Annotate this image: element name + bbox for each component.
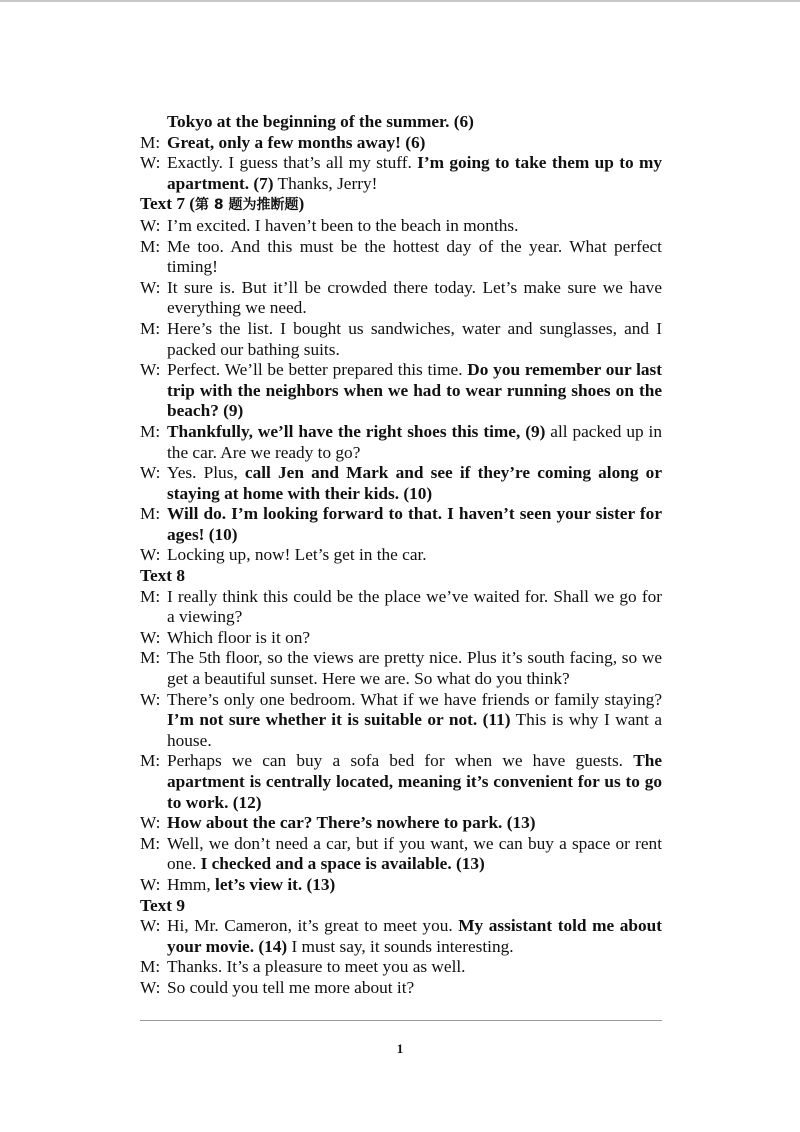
plain-text: Hi, Mr. Cameron, it’s great to meet you. xyxy=(167,916,459,936)
section-title xyxy=(140,194,662,216)
line-text xyxy=(167,112,662,133)
plain-text: This is why I want a house. xyxy=(167,710,662,750)
dialogue-line xyxy=(140,422,662,463)
speaker-label: M: xyxy=(140,421,161,441)
line-text xyxy=(167,278,662,319)
dialogue-line xyxy=(140,587,662,628)
plain-text: Here’s the list. I bought us sandwiches, water and sunglasses, and I packed our bathing suits. xyxy=(167,318,662,359)
plain-text: There’s only one bedroom. What if we have friends or family staying? xyxy=(167,689,662,709)
speaker-label: M: xyxy=(140,751,161,771)
dialogue-line xyxy=(140,875,662,896)
line-text xyxy=(167,504,662,545)
line-text xyxy=(167,690,662,752)
dialogue-line xyxy=(140,153,662,194)
dialogue-line xyxy=(140,813,662,834)
speaker-label: W: xyxy=(140,215,161,235)
bold-text: Thankfully, we’ll have the right shoes this time, (9) xyxy=(167,421,546,441)
speaker-label: W: xyxy=(140,627,161,647)
speaker-label: W: xyxy=(140,153,161,173)
speaker-label: W: xyxy=(140,463,161,483)
line-text xyxy=(167,319,662,360)
plain-text: So could you tell me more about it? xyxy=(167,977,415,997)
line-text xyxy=(167,237,662,278)
speaker-label: W: xyxy=(140,545,161,565)
plain-text: Well, we don’t need a car, but if you want, we can buy a space or rent one. xyxy=(167,833,662,874)
continued-line xyxy=(140,112,662,133)
bold-text: Will do. I’m looking forward to that. I haven’t seen your sister for ages! (10) xyxy=(167,504,662,544)
dialogue-line xyxy=(140,751,662,813)
dialogue-line xyxy=(140,504,662,545)
line-text xyxy=(167,216,662,237)
plain-text: Me too. And this must be the hottest day of the year. What perfect timing! xyxy=(167,236,662,277)
plain-text: I really think this could be the place we’ve waited for. Shall we go for a viewing? xyxy=(167,586,662,627)
dialogue-line xyxy=(140,690,662,752)
bold-text: Text 7 ( xyxy=(140,194,196,214)
plain-text: all packed up in the car. Are we ready to go? xyxy=(167,421,662,462)
bold-text: let’s view it. (13) xyxy=(215,874,336,894)
line-text xyxy=(167,834,662,875)
dialogue-line xyxy=(140,216,662,237)
transcript-body xyxy=(140,112,662,999)
dialogue-line xyxy=(140,133,662,154)
speaker-label: M: xyxy=(140,132,161,152)
bold-text: Text 9 xyxy=(140,895,185,915)
speaker-label: W: xyxy=(140,916,161,936)
dialogue-line xyxy=(140,628,662,649)
line-text xyxy=(167,628,662,649)
plain-text: The 5th floor, so the views are pretty nice. Plus it’s south facing, so we get a beautiful sunset. Here we are. So what do you think? xyxy=(167,648,662,689)
dialogue-line xyxy=(140,237,662,278)
dialogue-line xyxy=(140,278,662,319)
speaker-label: W: xyxy=(140,977,161,997)
speaker-label: M: xyxy=(140,648,161,668)
line-text xyxy=(167,587,662,628)
line-text xyxy=(167,463,662,504)
dialogue-line xyxy=(140,545,662,566)
speaker-label: W: xyxy=(140,277,161,297)
plain-text: It sure is. But it’ll be crowded there today. Let’s make sure we have everything we need. xyxy=(167,277,662,318)
line-text xyxy=(167,422,662,463)
line-text xyxy=(167,360,662,422)
speaker-label: W: xyxy=(140,813,161,833)
bold-text: I’m not sure whether it is suitable or not. (11) xyxy=(167,710,511,730)
line-text xyxy=(167,916,662,957)
bold-text: My assistant told me about your movie. (14) xyxy=(167,916,662,956)
section-title xyxy=(140,566,662,587)
plain-text: I must say, it sounds interesting. xyxy=(287,936,514,956)
speaker-label: M: xyxy=(140,586,161,606)
speaker-label: W: xyxy=(140,360,161,380)
plain-text: Thanks. It’s a pleasure to meet you as well. xyxy=(167,957,466,977)
plain-text: Hmm, xyxy=(167,874,216,894)
bold-text: I’m going to take them up to my apartment. (7) xyxy=(167,153,662,193)
bold-text: I checked and a space is available. (13) xyxy=(200,854,485,874)
bold-text: How about the car? There’s nowhere to park. (13) xyxy=(167,813,536,833)
line-text xyxy=(167,153,662,194)
speaker-label: M: xyxy=(140,833,161,853)
bold-text: Tokyo at the beginning of the summer. (6) xyxy=(167,112,474,131)
plain-text: I’m excited. I haven’t been to the beach in months. xyxy=(167,215,519,235)
dialogue-line xyxy=(140,360,662,422)
plain-text: Locking up, now! Let’s get in the car. xyxy=(167,545,427,565)
line-text xyxy=(167,978,662,999)
line-text xyxy=(167,751,662,813)
footer-rule xyxy=(140,1020,662,1021)
bold-text: ) xyxy=(298,194,305,214)
plain-text: Exactly. I guess that’s all my stuff. xyxy=(167,153,418,173)
plain-text: Perfect. We’ll be better prepared this time. xyxy=(167,360,468,380)
dialogue-line xyxy=(140,463,662,504)
page-number: 1 xyxy=(396,1041,404,1056)
dialogue-line xyxy=(140,319,662,360)
bold-text: The apartment is centrally located, meaning it’s convenient for us to go to work. (12) xyxy=(167,751,662,812)
top-border xyxy=(0,0,800,2)
plain-text: Perhaps we can buy a sofa bed for when we have guests. xyxy=(167,751,634,771)
bold-text: Do you remember our last trip with the neighbors when we had to wear running shoes on the beach? (9) xyxy=(167,360,662,421)
dialogue-line xyxy=(140,916,662,957)
plain-text: Which floor is it on? xyxy=(167,627,311,647)
dialogue-line xyxy=(140,957,662,978)
line-text xyxy=(167,813,662,834)
bold-text: Text 8 xyxy=(140,566,185,586)
line-text xyxy=(167,545,662,566)
bold-text: Great, only a few months away! (6) xyxy=(167,132,426,152)
dialogue-line xyxy=(140,648,662,689)
line-text xyxy=(167,957,662,978)
dialogue-line xyxy=(140,834,662,875)
plain-text: Yes. Plus, xyxy=(167,463,245,483)
line-text xyxy=(167,875,662,896)
line-text xyxy=(167,648,662,689)
bold-text: call Jen and Mark and see if they’re coming along or staying at home with their kids. (10) xyxy=(167,463,662,503)
chinese-note: 第 8 题为推断题 xyxy=(195,197,299,214)
speaker-label: M: xyxy=(140,236,161,256)
dialogue-line xyxy=(140,978,662,999)
plain-text: Thanks, Jerry! xyxy=(273,173,378,193)
speaker-label: M: xyxy=(140,318,161,338)
speaker-label: M: xyxy=(140,504,161,524)
section-title xyxy=(140,896,662,917)
speaker-label: W: xyxy=(140,874,161,894)
line-text xyxy=(167,133,662,154)
speaker-label: W: xyxy=(140,689,161,709)
speaker-label: M: xyxy=(140,957,161,977)
